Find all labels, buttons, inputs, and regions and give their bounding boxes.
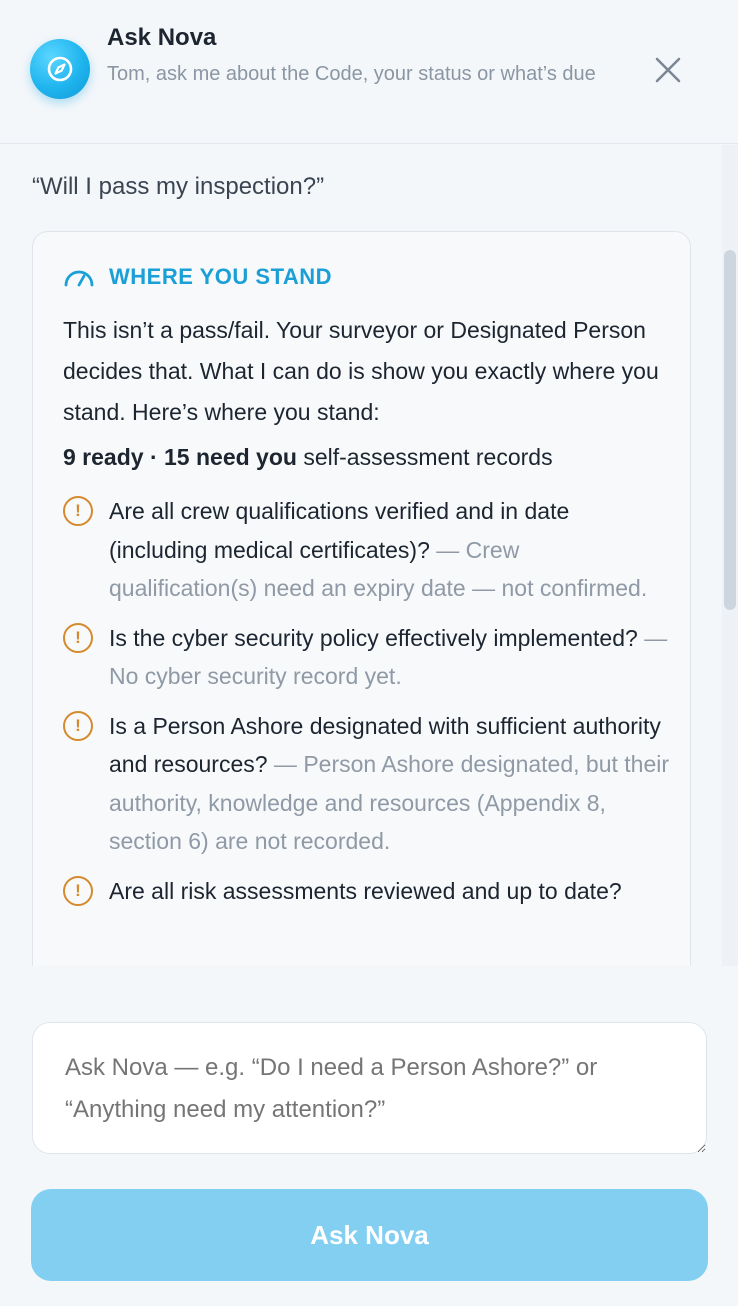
card-heading-label: WHERE YOU STAND: [109, 264, 333, 289]
close-button[interactable]: [648, 50, 688, 90]
item-detail: — No cyber security record yet.: [109, 624, 668, 689]
gauge-icon: [63, 265, 95, 289]
card-intro: This isn’t a pass/fail. Your surveyor or Designated Person decides that. What I can do is show you exactly where you stand. Here’s where you stand:: [63, 317, 659, 425]
ask-input[interactable]: [32, 1022, 707, 1154]
compass-icon: [45, 54, 75, 84]
item-question: Is the cyber security policy effectively implemented?: [109, 624, 638, 651]
close-icon: [655, 57, 681, 83]
item-detail: — Crew qualification(s) need an expiry date — not confirmed.: [109, 536, 648, 601]
conversation-scroll-area[interactable]: [0, 145, 738, 966]
composer: [0, 966, 738, 1306]
list-item: [63, 872, 673, 911]
list-item: [63, 707, 673, 861]
item-detail: — Person Ashore designated, but their authority, knowledge and resources (Appendix 8, section 6) are not recorded.: [109, 751, 670, 854]
list-item: [63, 619, 673, 696]
header-subtitle: Tom, ask me about the Code, your status or what’s due: [107, 63, 596, 85]
header-title: Ask Nova: [107, 24, 217, 51]
list-item: [63, 492, 673, 608]
ready-count: 9 ready: [63, 444, 144, 470]
ask-nova-button[interactable]: Ask Nova: [31, 1189, 708, 1281]
item-question: Is a Person Ashore designated with sufficient authority and resources?: [109, 712, 661, 777]
chat-header: [0, 0, 738, 144]
card-heading: [63, 264, 332, 290]
scrollbar-thumb[interactable]: [724, 250, 736, 610]
warning-icon: !: [63, 711, 93, 741]
stats-separator: ·: [143, 444, 165, 470]
warning-icon: !: [63, 623, 93, 653]
warning-icon: !: [63, 496, 93, 526]
stats-suffix: self-assessment records: [296, 444, 553, 470]
item-question: Are all risk assessments reviewed and up to date?: [109, 877, 622, 904]
answer-card: [32, 231, 691, 966]
item-question: Are all crew qualifications verified and in date (including medical certificates)?: [109, 498, 570, 563]
status-summary: [63, 441, 673, 473]
record-list: [63, 492, 673, 921]
user-question: “Will I pass my inspection?”: [32, 173, 325, 200]
nova-avatar: [30, 39, 90, 99]
warning-icon: !: [63, 876, 93, 906]
need-count: 15 need you: [164, 444, 297, 470]
